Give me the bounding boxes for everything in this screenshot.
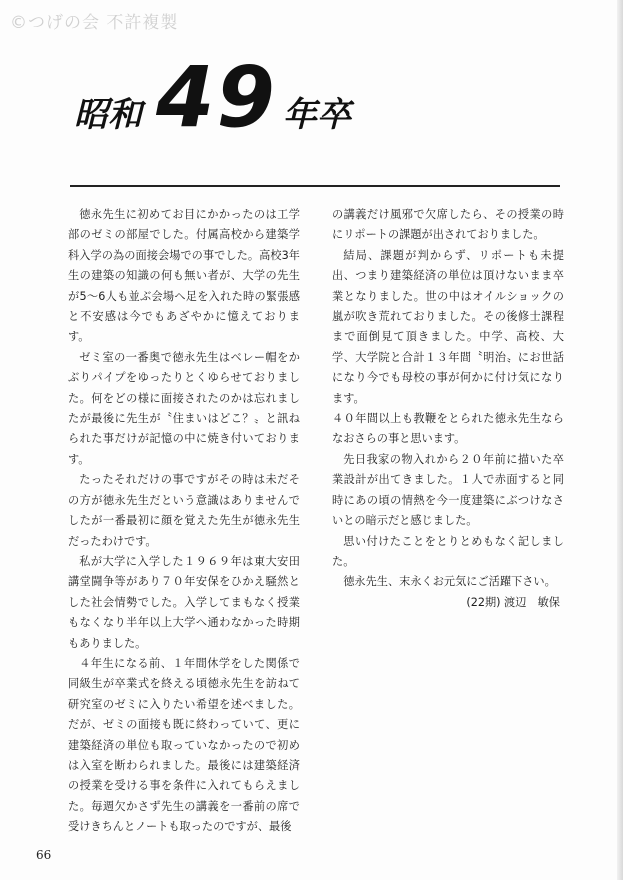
paragraph: 先日我家の物入れから２０年前に描いた卒業設計が出てきました。１人で赤面すると同時にあの頃の情熱を今一度建築にぶつけなさいとの暗示だと感じました。 — [332, 452, 564, 528]
title-divider — [70, 185, 560, 187]
page-number: 66 — [36, 848, 52, 862]
paragraph: 結局、課題が判からず、リポートも未提出、つまり建築経済の単位は頂けないまま卒業となりました。世の中はオイルショックの嵐が吹き荒れておりました。その後修士課程まで面倒見て頂きました。中学、高校、大学、大学院と合計１３年間〝明治〟にお世話になり今でも母校の事が何かに付け気になります。 — [332, 248, 564, 405]
title-suffix: 年卒 — [282, 95, 351, 135]
paragraph: ４０年間以上も教鞭をとられた徳永先生ならなおさらの事と思います。 — [332, 412, 564, 446]
left-text-column — [68, 205, 300, 838]
paragraph: 思い付けたことをとりとめもなく記しました。 — [332, 534, 564, 568]
right-text-column — [332, 205, 564, 613]
title-era: 昭和 — [74, 95, 142, 135]
title-number: 49 — [156, 48, 277, 146]
page-spine-shadow — [617, 0, 623, 880]
paragraph: ４年生になる前、１年間休学をした関係で同級生が卒業式を終える頃徳永先生を訪ねて研究室のゼミに入りたい希望を述べました。だが、ゼミの面接も既に終わっていて、更に建築経済の単位も取っていなかったので初めは入室を断わられました。最後には建築経済の授業を受ける事を条件に入れてもらえました。毎週欠かさず先生の講義を一番前の席で受けきちんとノートも取ったのですが、最後 — [68, 656, 300, 834]
author-signature: (22期) 渡辺 敏保 — [466, 595, 560, 609]
paragraph: たったそれだけの事ですがその時は未だその方が徳永先生だという意識はありませんでしたが一番最初に顔を覚えた先生が徳永先生だったわけです。 — [68, 473, 300, 548]
closing-line: 徳永先生、末永くお元気にご活躍下さい。 — [343, 575, 556, 589]
paragraph: ゼミ室の一番奥で徳永先生はベレー帽をかぶりパイプをゆったりとくゆらせておりました。何をどの様に面接されたのかは忘れましたが最後に先生が〝住まいはどこ？〟と訊ねられた事だけが記憶の中に焼き付いております。 — [68, 350, 300, 466]
copyright-watermark: ©つげの会 不許複製 — [10, 13, 179, 33]
paragraph: 徳永先生に初めてお目にかかったのは工学部のゼミの部屋でした。付属高校から建築学科入学の為の面接会場での事でした。高校3年生の建築の知識の何も無い者が、大学の先生が5～6人も並ぶ会場へ足を入れた時の緊張感と不安感は今でもあざやかに憶えております。 — [68, 208, 300, 344]
paragraph-continued: の講義だけ風邪で欠席したら、その授業の時にリポートの課題が出されておりました。 — [332, 208, 564, 242]
article-title — [74, 48, 351, 146]
paragraph: 私が大学に入学した１９６９年は東大安田講堂闘争等があり７０年安保をひかえ騒然とした社会情勢でした。入学してまもなく授業もなくなり半年以上大学へ通わなかった時期もありました。 — [68, 554, 300, 650]
